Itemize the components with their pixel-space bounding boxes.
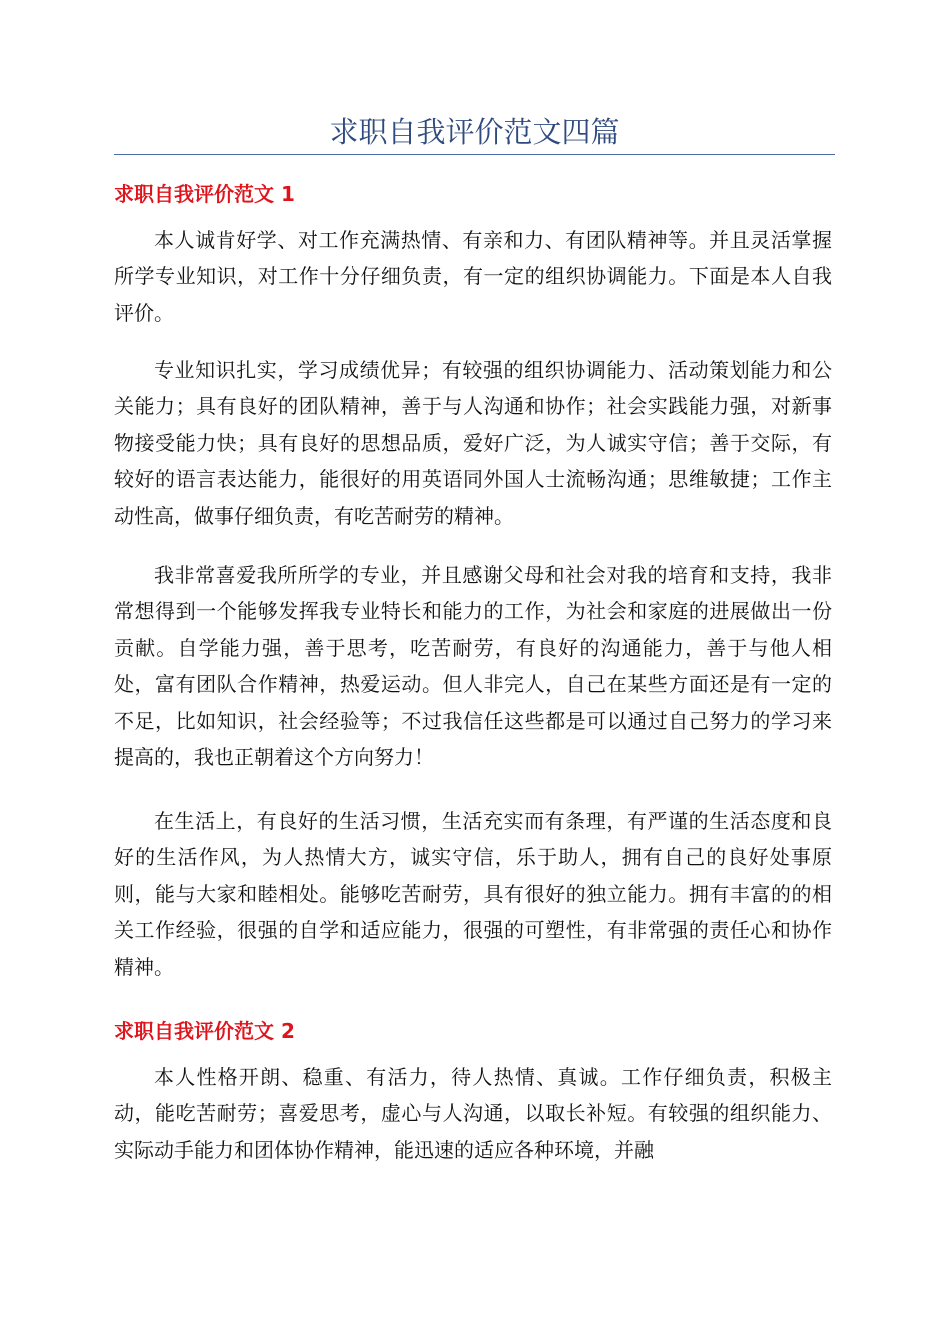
section-1-paragraph-4: 在生活上，有良好的生活习惯，生活充实而有条理，有严谨的生活态度和良好的生活作风，为人热情大方，诚实守信，乐于助人，拥有自己的良好处事原则，能与大家和睦相处。能够吃苦耐劳，具有很好的独立能力。拥有丰富的的相关工作经验，很强的自学和适应能力，很强的可塑性，有非常强的责任心和协作精神。 bbox=[114, 809, 832, 979]
section-1-paragraph-1: 本人诚肯好学、对工作充满热情、有亲和力、有团队精神等。并且灵活掌握所学专业知识，对工作十分仔细负责，有一定的组织协调能力。下面是本人自我评价。 bbox=[114, 228, 832, 325]
section-2-paragraph-1: 本人性格开朗、稳重、有活力，待人热情、真诚。工作仔细负责，积极主动，能吃苦耐劳；喜爱思考，虚心与人沟通，以取长补短。有较强的组织能力、实际动手能力和团体协作精神，能迅速的适应各种环境，并融 bbox=[114, 1065, 832, 1162]
section-1-paragraph-2: 专业知识扎实，学习成绩优异；有较强的组织协调能力、活动策划能力和公关能力；具有良好的团队精神，善于与人沟通和协作；社会实践能力强，对新事物接受能力快；具有良好的思想品质，爱好广泛，为人诚实守信；善于交际，有较好的语言表达能力，能很好的用英语同外国人士流畅沟通；思维敏捷；工作主动性高，做事仔细负责，有吃苦耐劳的精神。 bbox=[114, 358, 832, 528]
title-underline bbox=[114, 154, 835, 155]
document-title: 求职自我评价范文四篇 bbox=[329, 115, 620, 149]
section-heading-2: 求职自我评价范文 2 bbox=[114, 1019, 295, 1043]
section-heading-1: 求职自我评价范文 1 bbox=[114, 182, 295, 206]
section-1-paragraph-3: 我非常喜爱我所所学的专业，并且感谢父母和社会对我的培育和支持，我非常想得到一个能够发挥我专业特长和能力的工作，为社会和家庭的进展做出一份贡献。自学能力强，善于思考，吃苦耐劳，有良好的沟通能力，善于与他人相处，富有团队合作精神，热爱运动。但人非完人，自己在某些方面还是有一定的不足，比如知识，社会经验等；不过我信任这些都是可以通过自己努力的学习来提高的，我也正朝着这个方向努力！ bbox=[114, 563, 832, 770]
